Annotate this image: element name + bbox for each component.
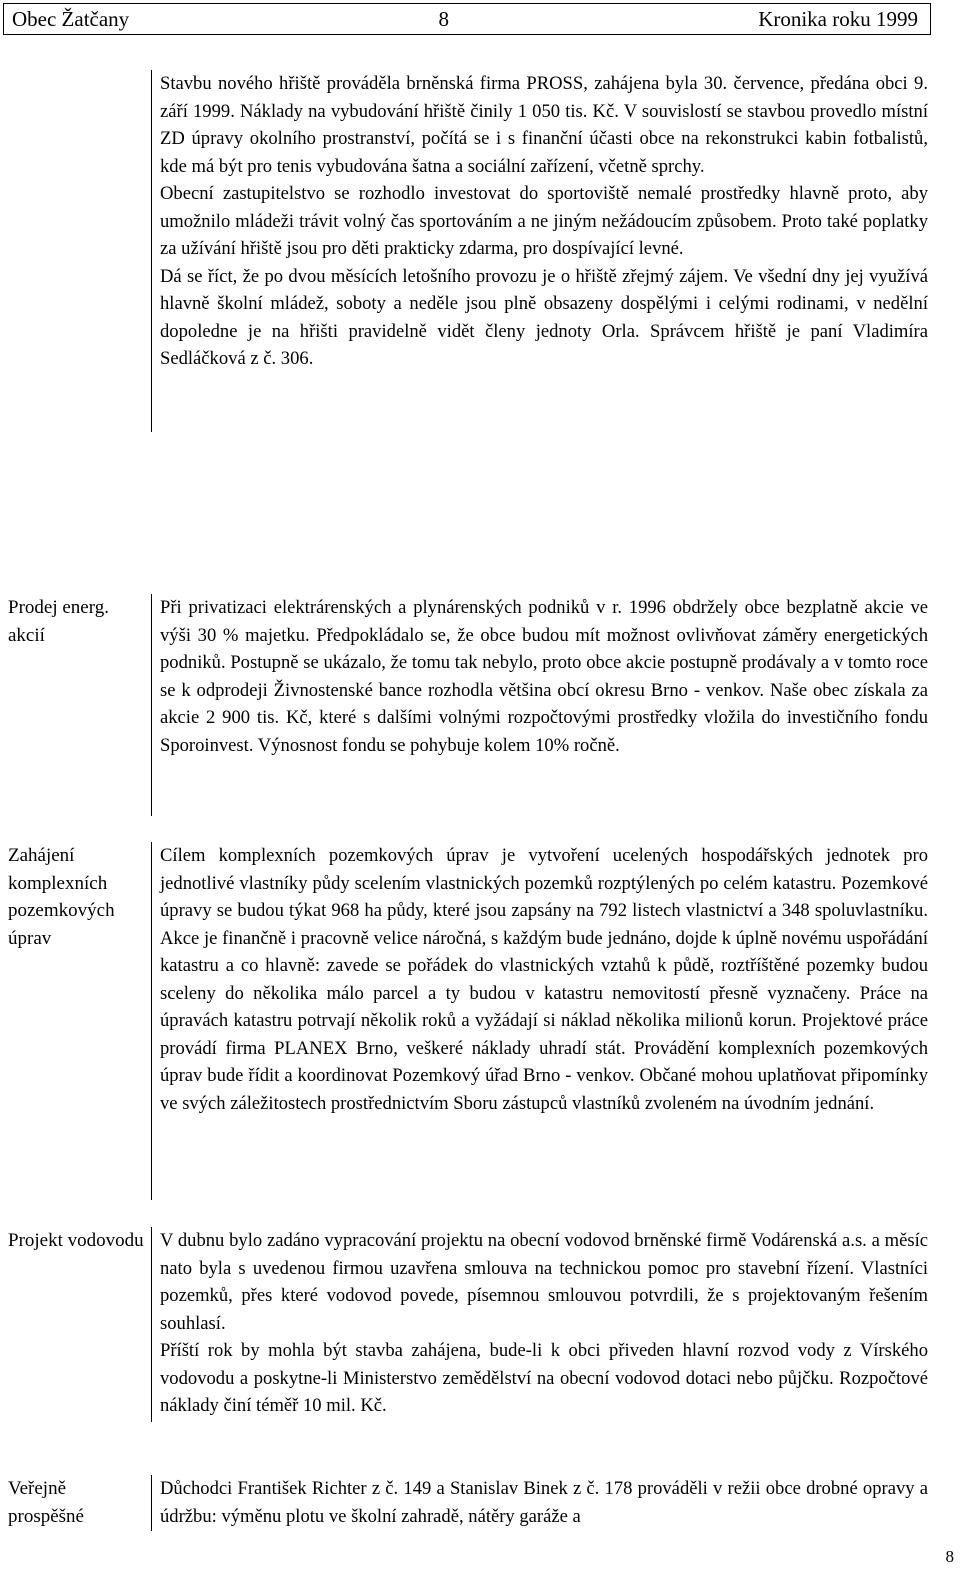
section-pozemky-text: [151, 842, 928, 1200]
section-prodej-text: [151, 594, 928, 816]
section-prodej-label: Prodej energ. akcií: [8, 597, 109, 646]
page-header: [3, 3, 931, 35]
section-hriste-text: [151, 70, 928, 432]
paragraph: Obecní zastupitelstvo se rozhodlo investovat do sportoviště nemalé prostředky hlavně proto, aby umožnilo mládeži trávit volný čas sportováním a ne jiným nežádoucím způsobem. Proto také poplatky za užívání hřiště jsou pro děti prakticky zdarma, pro dospívající levné.: [160, 183, 928, 259]
section-pozemky-label: Zahájení komplexních pozemkových úprav: [8, 845, 115, 949]
section-vodovod-label: Projekt vodovodu: [8, 1230, 144, 1251]
paragraph: V dubnu bylo zadáno vypracování projektu na obecní vodovod brněnské firmě Vodárenská a.s. a měsíc nato byla s uvedenou firmou uzavřena smlouva na technickou pomoc pro stavební řízení. Vlastníci pozemků, přes které vodovod povede, písemnou smlouvou potvrdili, že s projektovaným řešením souhlasí.: [160, 1230, 928, 1334]
page-number: 8: [945, 1547, 954, 1566]
header-chronicle-title: Kronika roku 1999: [758, 6, 918, 31]
header-page-number: 8: [438, 6, 449, 31]
section-verejne-text: [151, 1475, 928, 1531]
section-vodovod-text: [151, 1227, 928, 1422]
paragraph: Stavbu nového hřiště prováděla brněnská firma PROSS, zahájena byla 30. července, předána obci 9. září 1999. Náklady na vybudování hřiště činily 1 050 tis. Kč. V souvislostí se stavbou provedlo místní ZD úpravy okolního prostranství, počítá se i s finanční účasti obce na rekonstrukci kabin fotbalistů, kde má být pro tenis vybudována šatna a sociální zařízení, včetně sprchy.: [160, 73, 928, 177]
paragraph: Při privatizaci elektrárenských a plynárenských podniků v r. 1996 obdržely obce bezplatně akcie ve výši 30 % majetku. Předpokládalo se, že obce budou mít možnost ovlivňovat záměry energetických podniků. Postupně se ukázalo, že tomu tak nebylo, proto obce akcie postupně prodávaly a v tomto roce se k odprodeji Živnostenské bance rozhodla většina obcí okresu Brno - venkov. Naše obec získala za akcie 2 900 tis. Kč, které s dalšími volnými rozpočtovými prostředky vložila do investičního fondu Sporoinvest. Výnosnost fondu se pohybuje kolem 10% ročně.: [160, 597, 928, 756]
section-verejne-label: Veřejně prospěšné: [8, 1478, 84, 1527]
paragraph: Dá se říct, že po dvou měsících letošního provozu je o hřiště zřejmý zájem. Ve všední dny jej využívá hlavně školní mládež, soboty a neděle jsou plně obsazeny dospělými i celými rodinami, v nedělní dopoledne je na hřišti pravidelně vidět členy jednoty Orla. Správcem hřiště je paní Vladimíra Sedláčková z č. 306.: [160, 265, 928, 369]
paragraph: Důchodci František Richter z č. 149 a Stanislav Binek z č. 178 prováděli v režii obce drobné opravy a údržbu: výměnu plotu ve školní zahradě, nátěry garáže a: [160, 1478, 928, 1527]
paragraph: Cílem komplexních pozemkových úprav je vytvoření ucelených hospodářských jednotek pro jednotlivé vlastníky půdy scelením vlastnických pozemků rozptýlených po celém katastru. Pozemkové úpravy se budou týkat 968 ha půdy, které jsou zapsány na 792 listech vlastnictví a 348 spoluvlastníku. Akce je finančně i pracovně velice náročná, s každým bude jednáno, dojde k úplně novému uspořádání katastru a co hlavně: zavede se pořádek do vlastnických vztahů k půdě, roztříštěné pozemky budou sceleny do několika málo parcel a ty budou v katastru nemovitostí přesně vyznačeny. Práce na úpravách katastru potrvají několik roků a vyžádají si náklad několika milionů korun. Projektové práce provádí firma PLANEX Brno, veškeré náklady uhradí stát. Provádění komplexních pozemkových úprav bude řídit a koordinovat Pozemkový úřad Brno - venkov. Občané mohou uplatňovat připomínky ve svých záležitostech prostřednictvím Sboru zástupců vlastníků zvoleném na úvodním jednání.: [160, 845, 928, 1114]
header-municipality: Obec Žatčany: [12, 6, 130, 31]
paragraph: Příští rok by mohla být stavba zahájena, bude-li k obci přiveden hlavní rozvod vody z Vírského vodovodu a poskytne-li Ministerstvo zemědělství na obecní vodovod dotaci nebo půjčku. Rozpočtové náklady činí téměř 10 mil. Kč.: [160, 1340, 928, 1416]
